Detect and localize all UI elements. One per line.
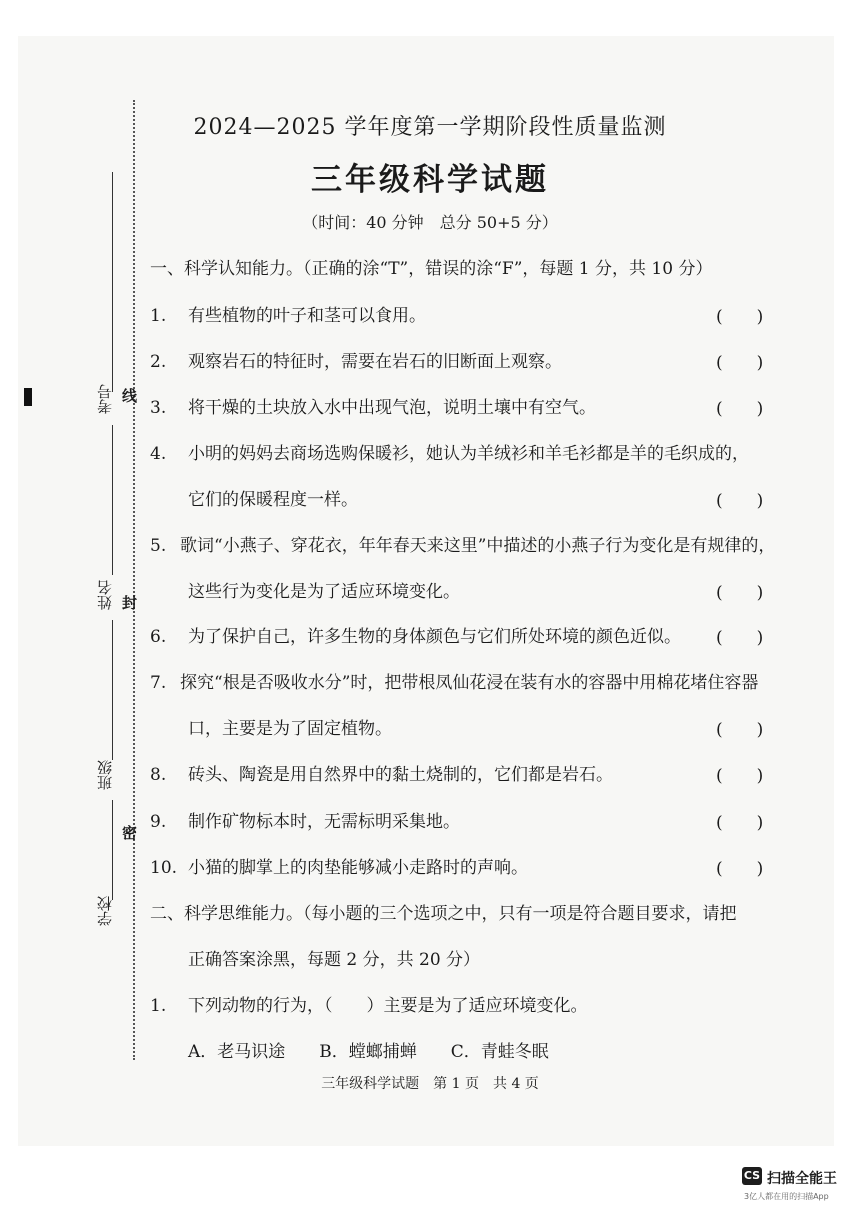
question-number: 7. (150, 673, 167, 693)
question-options[interactable]: A．老马识途 B．螳螂捕蝉 C．青蛙冬眠 (188, 1042, 549, 1062)
xuexiao-underline (112, 800, 113, 900)
question-number: 6. (150, 627, 167, 647)
exam-time-score: （时间：40 分钟 总分 50+5 分） (302, 213, 558, 232)
question-number: 3. (150, 398, 167, 418)
xingming-label: 姓名 (96, 580, 114, 610)
question-text: 为了保护自己，许多生物的身体颜色与它们所处环境的颜色近似。 (188, 627, 681, 647)
watermark-app-name: 扫描全能王 (767, 1171, 837, 1187)
registration-mark (24, 388, 32, 406)
xingming-underline (112, 425, 113, 575)
answer-paren[interactable]: ( ) (716, 307, 764, 327)
question-text-continued: 这些行为变化是为了适应环境变化。 (188, 582, 460, 602)
exam-period-title: 2024—2025 学年度第一学期阶段性质量监测 (193, 115, 667, 140)
seal-mi: 密 (122, 824, 138, 842)
question-text: 观察岩石的特征时，需要在岩石的旧断面上观察。 (188, 352, 562, 372)
question-number: 10. (150, 858, 178, 878)
question-number: 9. (150, 812, 167, 832)
question-text: 将干燥的土块放入水中出现气泡，说明土壤中有空气。 (188, 398, 596, 418)
answer-paren[interactable]: ( ) (716, 766, 764, 786)
xuexiao-label: 学校 (96, 896, 114, 926)
question-number: 2. (150, 352, 167, 372)
question-number: 1. (150, 306, 167, 326)
answer-paren[interactable]: ( ) (716, 583, 764, 603)
question-text: 探究“根是否吸收水分”时，把带根凤仙花浸在装有水的容器中用棉花堵住容器 (180, 673, 759, 693)
kaohao-underline (112, 172, 113, 392)
watermark-tagline: 3亿人都在用的扫描App (744, 1192, 829, 1201)
question-text: 砖头、陶瓷是用自然界中的黏土烧制的，它们都是岩石。 (188, 765, 613, 785)
question-number: 8. (150, 765, 167, 785)
answer-paren[interactable]: ( ) (716, 813, 764, 833)
answer-paren[interactable]: ( ) (716, 859, 764, 879)
question-number: 4. (150, 444, 167, 464)
question-number: 5. (150, 536, 167, 556)
camscanner-logo-icon: CS (742, 1167, 762, 1185)
question-text: 歌词“小燕子、穿花衣，年年春天来这里”中描述的小燕子行为变化是有规律的， (180, 536, 776, 556)
answer-paren[interactable]: ( ) (716, 491, 764, 511)
question-text: 小明的妈妈去商场选购保暖衫，她认为羊绒衫和羊毛衫都是羊的毛织成的， (188, 444, 749, 464)
question-text-continued: 口，主要是为了固定植物。 (188, 719, 392, 739)
binding-dotted-line (133, 100, 135, 1060)
banji-label: 班级 (96, 760, 114, 790)
answer-paren[interactable]: ( ) (716, 720, 764, 740)
seal-feng: 封 (122, 594, 138, 612)
answer-paren[interactable]: ( ) (716, 628, 764, 648)
page-footer: 三年级科学试题 第 1 页 共 4 页 (321, 1076, 539, 1092)
exam-subject-title: 三年级科学试题 (311, 162, 549, 198)
question-text: 下列动物的行为，（ ）主要是为了适应环境变化。 (188, 996, 588, 1016)
section1-heading: 一、科学认知能力。（正确的涂“T”，错误的涂“F”，每题 1 分，共 10 分） (150, 259, 713, 279)
question-text: 制作矿物标本时，无需标明采集地。 (188, 812, 460, 832)
answer-paren[interactable]: ( ) (716, 353, 764, 373)
question-text: 有些植物的叶子和茎可以食用。 (188, 306, 426, 326)
kaohao-label: 考号 (96, 384, 114, 414)
question-text: 小猫的脚掌上的肉垫能够减小走路时的声响。 (188, 858, 528, 878)
question-text-continued: 它们的保暖程度一样。 (188, 490, 358, 510)
answer-paren[interactable]: ( ) (716, 399, 764, 419)
section2-heading: 二、科学思维能力。（每小题的三个选项之中，只有一项是符合题目要求，请把 (150, 904, 737, 924)
banji-underline (112, 620, 113, 760)
section2-heading-continued: 正确答案涂黑，每题 2 分，共 20 分） (188, 950, 481, 970)
question-number: 1. (150, 996, 167, 1016)
seal-xian: 线 (122, 387, 138, 405)
